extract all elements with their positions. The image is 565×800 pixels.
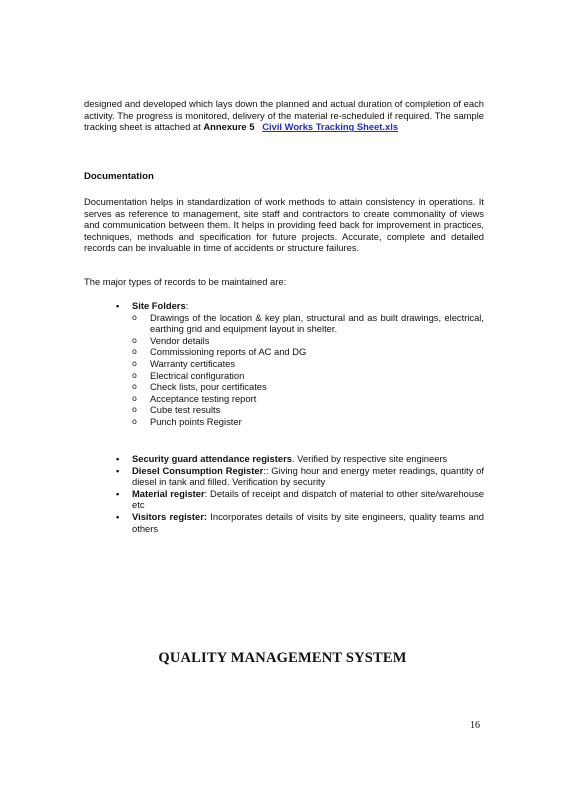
list-item <box>132 381 484 393</box>
site-folder-item: Cube test results <box>150 404 221 416</box>
sub-bullet-icon: o <box>132 335 137 345</box>
bullet-icon: • <box>116 464 120 476</box>
sub-bullet-icon: o <box>132 347 137 357</box>
register-label: Diesel Consumption Register <box>132 464 264 476</box>
site-folders-label: Site Folders <box>132 300 186 311</box>
list-item <box>132 335 484 347</box>
register-text: : Details of receipt and dispatch of material to other site/warehouse etc <box>132 487 484 511</box>
major-types-text: The major types of records to be maintained are: <box>84 276 287 287</box>
list-item <box>116 300 484 312</box>
site-folders-sublist <box>132 312 484 428</box>
sub-bullet-icon: o <box>132 370 137 380</box>
section-title: QUALITY MANAGEMENT SYSTEM <box>158 650 407 666</box>
intro-text: designed and developed which lays down the planned and actual duration of completion of each activity. The progress is monitored, delivery of the material re-scheduled if required. The sample tracking sheet is attached at <box>84 98 484 133</box>
bullet-icon: • <box>116 453 120 464</box>
page-number: 16 <box>470 720 480 731</box>
sub-bullet-icon: o <box>132 393 137 403</box>
intro-paragraph <box>84 98 484 133</box>
bullet-icon: • <box>116 487 120 499</box>
register-text: Incorporates details of visits by site engineers, quality teams and others <box>132 510 484 534</box>
site-folder-item: Commissioning reports of AC and DG <box>150 346 307 358</box>
list-item <box>116 488 484 511</box>
sub-bullet-icon: o <box>132 416 137 426</box>
sub-bullet-icon: o <box>132 405 137 415</box>
list-item <box>116 453 484 465</box>
list-item <box>132 312 484 335</box>
documentation-paragraph: Documentation helps in standardization of work methods to attain consistency in operations. It serves as reference to management, site staff and contractors to create commonality of views and communication between them. It helps in providing feed back for improvement in practices, techniques, methods and specification for future projects. Accurate, complete and detailed records can be invaluable in time of accidents or structure failures. <box>84 196 484 254</box>
register-label: Material register <box>132 487 205 499</box>
documentation-heading: Documentation <box>84 171 154 182</box>
list-item <box>132 358 484 370</box>
site-folder-item: Vendor details <box>150 334 210 346</box>
sub-bullet-icon: o <box>132 358 137 368</box>
list-item <box>132 404 484 416</box>
tracking-sheet-link[interactable]: Civil Works Tracking Sheet.xls <box>262 121 399 133</box>
register-label: Visitors register: <box>132 510 207 522</box>
site-folder-item: Warranty certificates <box>150 357 236 369</box>
registers-list <box>116 453 484 534</box>
register-text: . Verified by respective site engineers <box>291 453 448 464</box>
sub-bullet-icon: o <box>132 312 137 322</box>
list-item <box>116 511 484 534</box>
bullet-icon: • <box>116 300 120 311</box>
register-text: :: Giving hour and energy meter readings, quantity of diesel in tank and filled. Verification by security <box>132 464 484 488</box>
register-label: Security guard attendance registers <box>132 453 292 464</box>
annexure-reference: Annexure 5 <box>203 121 255 133</box>
bullet-icon: • <box>116 510 120 522</box>
site-folder-item: Drawings of the location & key plan, structural and as built drawings, electrical, earthing grid and equipment layout in shelter. <box>150 311 484 335</box>
list-item <box>132 346 484 358</box>
list-item <box>116 465 484 488</box>
sub-bullet-icon: o <box>132 382 137 392</box>
site-folder-item: Check lists, pour certificates <box>150 381 267 393</box>
site-folders-suffix: : <box>185 300 189 311</box>
list-item <box>132 416 484 428</box>
site-folder-item: Electrical configuration <box>150 369 245 381</box>
site-folders-list <box>116 300 484 428</box>
site-folder-item: Punch points Register <box>150 415 242 427</box>
site-folder-item: Acceptance testing report <box>150 392 257 404</box>
list-item <box>132 393 484 405</box>
list-item <box>132 370 484 382</box>
